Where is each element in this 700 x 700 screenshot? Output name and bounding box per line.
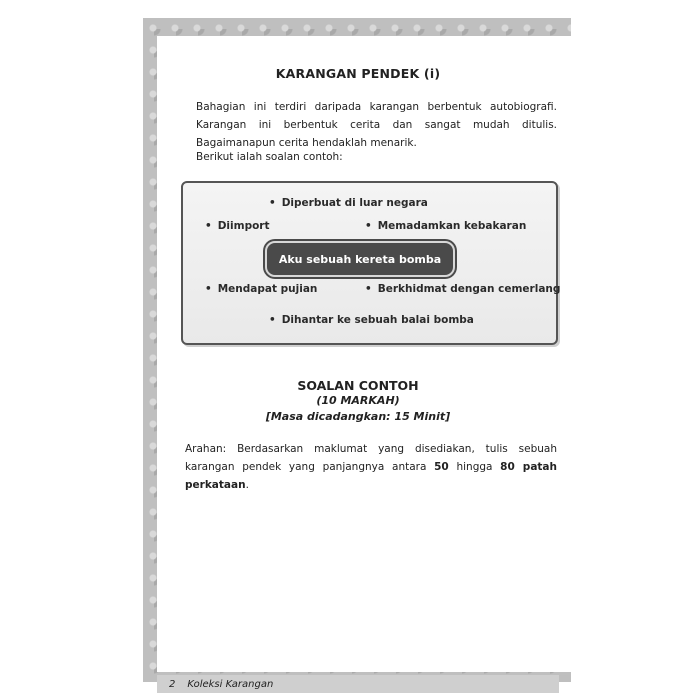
bullet-icon: • [365,283,372,295]
mindmap-point: • Memadamkan kebakaran [365,220,527,232]
bullet-icon: • [365,220,372,232]
question-title: SOALAN CONTOH [297,378,419,393]
page-footer [157,675,559,693]
min-word-count: 50 [434,461,449,473]
suggested-time: [Masa dicadangkan: 15 Minit] [265,410,451,423]
max-word-count: 80 patah perkataan [185,461,557,491]
mindmap-point: • Berkhidmat dengan cemerlang [365,283,561,295]
mindmap-center-topic: Aku sebuah kereta bomba [265,241,455,277]
bullet-icon: • [205,283,212,295]
section-title: KARANGAN PENDEK (i) [275,66,441,81]
page-content [157,36,573,672]
bullet-icon: • [269,314,276,326]
intro-paragraph: Bahagian ini terdiri daripada karangan berbentuk autobiografi. Karangan ini berbentuk cerita dan sangat mudah ditulis. Bagaimanapun cerita hendaklah menarik. [196,101,557,149]
mindmap-panel [181,181,561,345]
instruction-paragraph: Arahan: Berdasarkan maklumat yang disediakan, tulis sebuah karangan pendek yang panjangnya antara 50 hingga 80 patah perkataan. [185,443,557,491]
book-title: Koleksi Karangan [187,678,274,690]
bullet-icon: • [269,197,276,209]
mindmap-point: • Diimport [205,220,270,232]
question-marks: (10 MARKAH) [316,394,400,407]
mindmap-point: • Mendapat pujian [205,283,318,295]
page-number: 2 [169,678,176,690]
mindmap-point: • Diperbuat di luar negara [269,197,428,209]
book-page [143,18,571,690]
mindmap-point: • Dihantar ke sebuah balai bomba [269,314,474,326]
bullet-icon: • [205,220,212,232]
intro-example-line: Berikut ialah soalan contoh: [196,151,343,163]
